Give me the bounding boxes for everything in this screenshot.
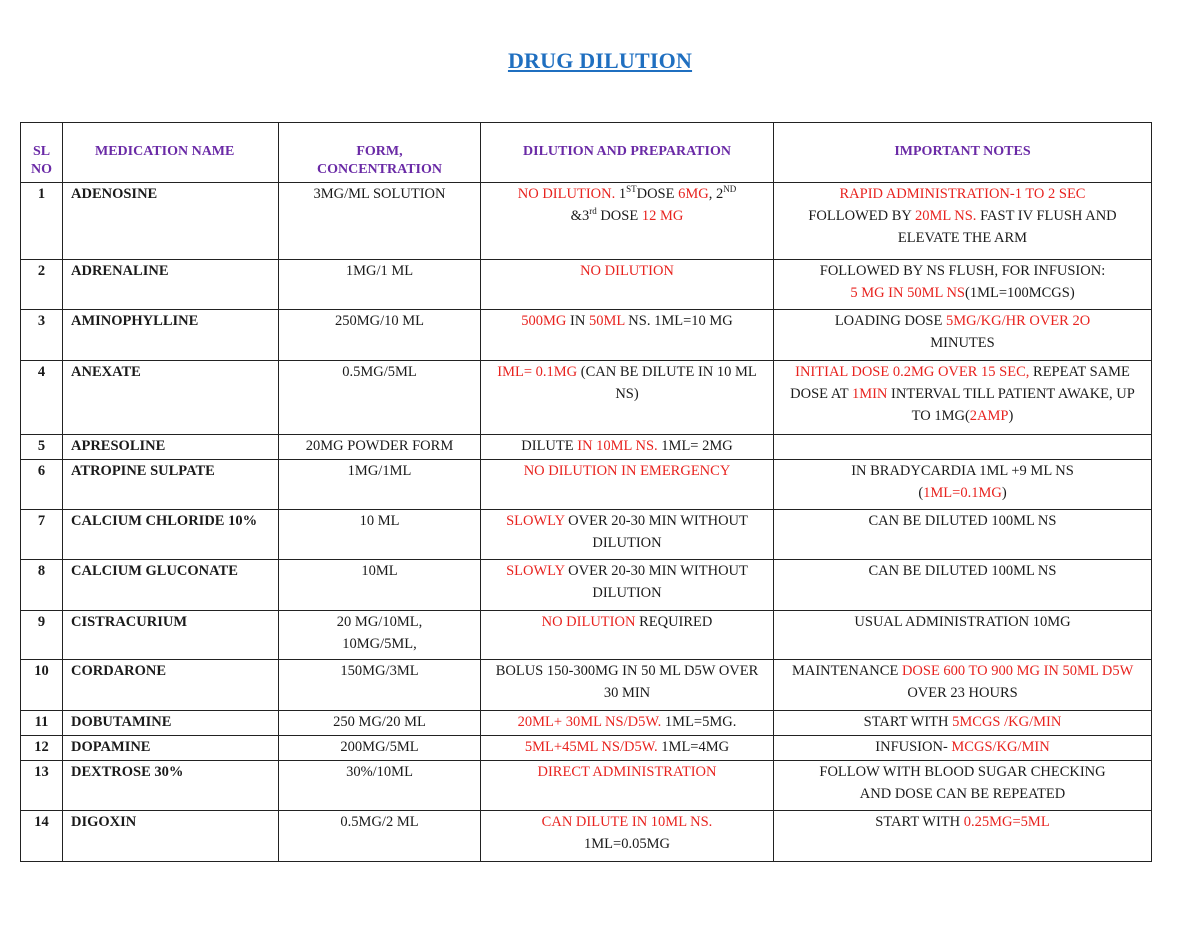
form-cell: 30%/10ML bbox=[279, 761, 481, 811]
dilution-cell: 5ML+45ML NS/D5W. 1ML=4MG bbox=[481, 736, 774, 761]
table-row bbox=[21, 183, 1152, 260]
notes-cell: FOLLOWED BY NS FLUSH, FOR INFUSION: 5 MG IN 50ML NS(1ML=100MCGS) bbox=[774, 260, 1152, 310]
dilution-cell: CAN DILUTE IN 10ML NS. 1ML=0.05MG bbox=[481, 811, 774, 862]
sl-cell: 13 bbox=[21, 761, 63, 811]
header-sl-no: SL NO bbox=[21, 123, 63, 183]
header-form-concentration: FORM, CONCENTRATION bbox=[279, 123, 481, 183]
medication-name-cell: DEXTROSE 30% bbox=[63, 761, 279, 811]
notes-cell: MAINTENANCE DOSE 600 TO 900 MG IN 50ML D5W OVER 23 HOURS bbox=[774, 660, 1152, 711]
table-row bbox=[21, 435, 1152, 460]
dilution-cell: NO DILUTION REQUIRED bbox=[481, 611, 774, 660]
sl-cell: 1 bbox=[21, 183, 63, 260]
table-row bbox=[21, 560, 1152, 611]
sl-cell: 8 bbox=[21, 560, 63, 611]
dilution-cell: 20ML+ 30ML NS/D5W. 1ML=5MG. bbox=[481, 711, 774, 736]
form-cell: 1MG/1 ML bbox=[279, 260, 481, 310]
table-row bbox=[21, 361, 1152, 435]
header-dilution-preparation: DILUTION AND PREPARATION bbox=[481, 123, 774, 183]
dilution-cell: IML= 0.1MG (CAN BE DILUTE IN 10 ML NS) bbox=[481, 361, 774, 435]
sl-cell: 7 bbox=[21, 510, 63, 560]
notes-cell: RAPID ADMINISTRATION-1 TO 2 SEC FOLLOWED BY 20ML NS. FAST IV FLUSH AND ELEVATE THE ARM bbox=[774, 183, 1152, 260]
table-row bbox=[21, 711, 1152, 736]
medication-name-cell: AMINOPHYLLINE bbox=[63, 310, 279, 361]
notes-cell: FOLLOW WITH BLOOD SUGAR CHECKING AND DOSE CAN BE REPEATED bbox=[774, 761, 1152, 811]
form-cell: 0.5MG/5ML bbox=[279, 361, 481, 435]
form-cell: 20 MG/10ML, 10MG/5ML, bbox=[279, 611, 481, 660]
table-row bbox=[21, 260, 1152, 310]
dilution-cell: NO DILUTION bbox=[481, 260, 774, 310]
medication-name-cell: DOPAMINE bbox=[63, 736, 279, 761]
form-cell: 200MG/5ML bbox=[279, 736, 481, 761]
sl-cell: 10 bbox=[21, 660, 63, 711]
form-cell: 250 MG/20 ML bbox=[279, 711, 481, 736]
notes-cell bbox=[774, 435, 1152, 460]
table-row bbox=[21, 736, 1152, 761]
form-cell: 250MG/10 ML bbox=[279, 310, 481, 361]
notes-cell: CAN BE DILUTED 100ML NS bbox=[774, 560, 1152, 611]
medication-name-cell: CALCIUM CHLORIDE 10% bbox=[63, 510, 279, 560]
sl-cell: 3 bbox=[21, 310, 63, 361]
medication-name-cell: DOBUTAMINE bbox=[63, 711, 279, 736]
medication-name-cell: APRESOLINE bbox=[63, 435, 279, 460]
sl-cell: 14 bbox=[21, 811, 63, 862]
medication-name-cell: CISTRACURIUM bbox=[63, 611, 279, 660]
dilution-cell: SLOWLY OVER 20-30 MIN WITHOUT DILUTION bbox=[481, 510, 774, 560]
notes-cell: INITIAL DOSE 0.2MG OVER 15 SEC, REPEAT SAME DOSE AT 1MIN INTERVAL TILL PATIENT AWAKE, UP TO 1MG(2AMP) bbox=[774, 361, 1152, 435]
notes-cell: START WITH 5MCGS /KG/MIN bbox=[774, 711, 1152, 736]
header-important-notes: IMPORTANT NOTES bbox=[774, 123, 1152, 183]
table-row bbox=[21, 660, 1152, 711]
medication-name-cell: CORDARONE bbox=[63, 660, 279, 711]
sl-cell: 12 bbox=[21, 736, 63, 761]
table-row bbox=[21, 310, 1152, 361]
form-cell: 3MG/ML SOLUTION bbox=[279, 183, 481, 260]
table-row bbox=[21, 761, 1152, 811]
medication-name-cell: ADENOSINE bbox=[63, 183, 279, 260]
form-cell: 1MG/1ML bbox=[279, 460, 481, 510]
dilution-cell: NO DILUTION IN EMERGENCY bbox=[481, 460, 774, 510]
medication-name-cell: ADRENALINE bbox=[63, 260, 279, 310]
notes-cell: START WITH 0.25MG=5ML bbox=[774, 811, 1152, 862]
sl-cell: 4 bbox=[21, 361, 63, 435]
form-cell: 10 ML bbox=[279, 510, 481, 560]
form-cell: 150MG/3ML bbox=[279, 660, 481, 711]
page-title: DRUG DILUTION bbox=[507, 48, 693, 73]
sl-cell: 5 bbox=[21, 435, 63, 460]
table-row bbox=[21, 460, 1152, 510]
dilution-cell: SLOWLY OVER 20-30 MIN WITHOUT DILUTION bbox=[481, 560, 774, 611]
sl-cell: 6 bbox=[21, 460, 63, 510]
form-cell: 10ML bbox=[279, 560, 481, 611]
dilution-cell: 500MG IN 50ML NS. 1ML=10 MG bbox=[481, 310, 774, 361]
dilution-cell: NO DILUTION. 1STDOSE 6MG, 2ND &3rd DOSE 12 MG bbox=[481, 183, 774, 260]
medication-name-cell: CALCIUM GLUCONATE bbox=[63, 560, 279, 611]
notes-cell: LOADING DOSE 5MG/KG/HR OVER 2O MINUTES bbox=[774, 310, 1152, 361]
medication-name-cell: ATROPINE SULPATE bbox=[63, 460, 279, 510]
form-cell: 0.5MG/2 ML bbox=[279, 811, 481, 862]
form-cell: 20MG POWDER FORM bbox=[279, 435, 481, 460]
table-header-row bbox=[21, 123, 1152, 183]
sl-cell: 9 bbox=[21, 611, 63, 660]
notes-cell: INFUSION- MCGS/KG/MIN bbox=[774, 736, 1152, 761]
table-row bbox=[21, 510, 1152, 560]
table-row bbox=[21, 611, 1152, 660]
dilution-cell: BOLUS 150-300MG IN 50 ML D5W OVER 30 MIN bbox=[481, 660, 774, 711]
header-medication-name: MEDICATION NAME bbox=[63, 123, 279, 183]
medication-name-cell: DIGOXIN bbox=[63, 811, 279, 862]
sl-cell: 11 bbox=[21, 711, 63, 736]
medication-name-cell: ANEXATE bbox=[63, 361, 279, 435]
dilution-cell: DIRECT ADMINISTRATION bbox=[481, 761, 774, 811]
drug-dilution-table bbox=[20, 122, 1152, 862]
notes-cell: USUAL ADMINISTRATION 10MG bbox=[774, 611, 1152, 660]
notes-cell: CAN BE DILUTED 100ML NS bbox=[774, 510, 1152, 560]
notes-cell: IN BRADYCARDIA 1ML +9 ML NS (1ML=0.1MG) bbox=[774, 460, 1152, 510]
dilution-cell: DILUTE IN 10ML NS. 1ML= 2MG bbox=[481, 435, 774, 460]
sl-cell: 2 bbox=[21, 260, 63, 310]
table-row bbox=[21, 811, 1152, 862]
